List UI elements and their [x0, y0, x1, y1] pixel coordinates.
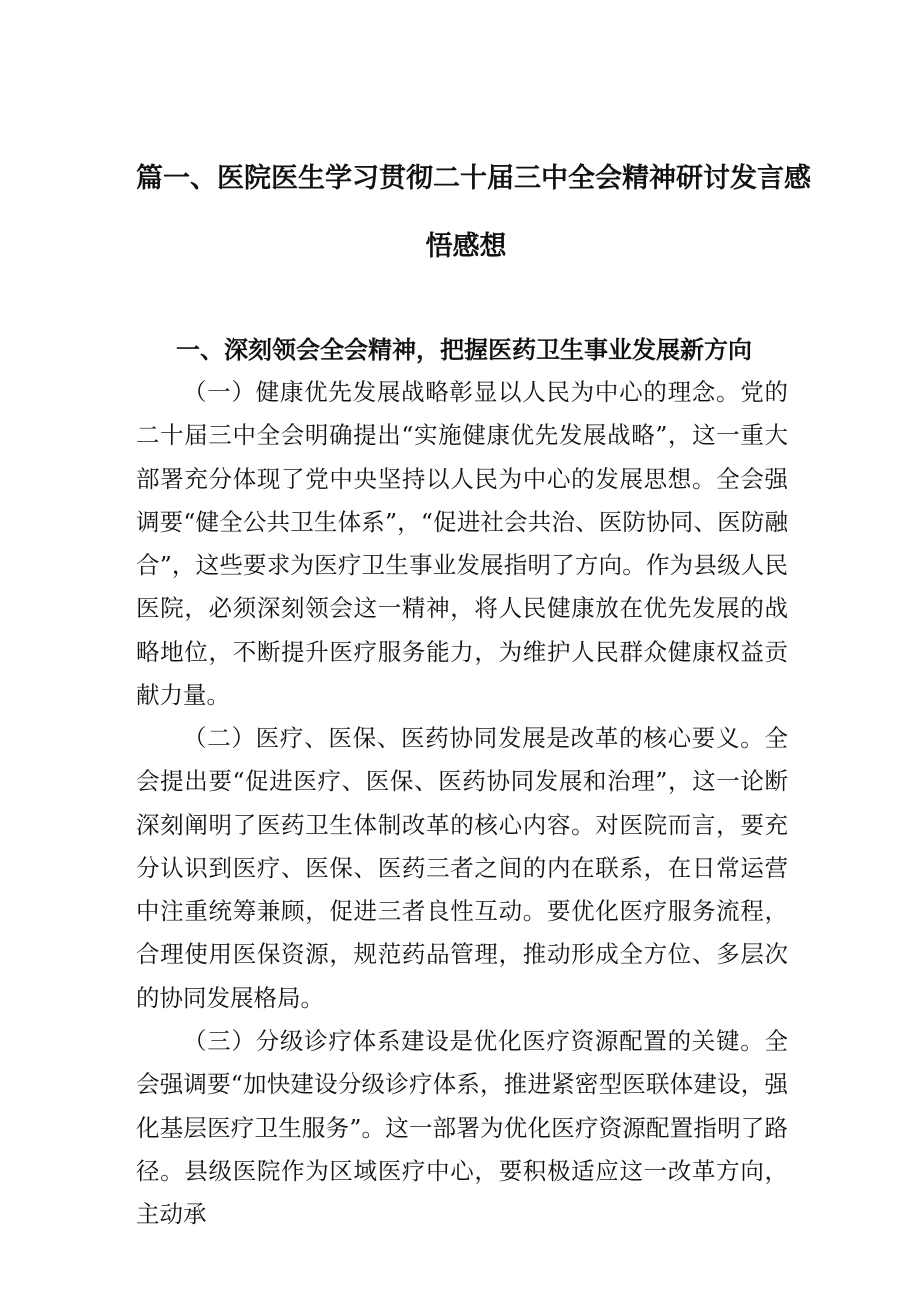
- paragraph-1: （一）健康优先发展战略彰显以人民为中心的理念。党的二十届三中全会明确提出“实施健康优先发展战略”，这一重大部署充分体现了党中央坚持以人民为中心的发展思想。全会强调要“健全公共卫生体系”，“促进社会共治、医防协同、医防融合”，这些要求为医疗卫生事业发展指明了方向。作为县级人民医院，必须深刻领会这一精神，将人民健康放在优先发展的战略地位，不断提升医疗服务能力，为维护人民群众健康权益贡献力量。: [136, 378, 788, 710]
- section-heading: 一、深刻领会全会精神，把握医药卫生事业发展新方向: [176, 336, 752, 364]
- document-title-line-2: 悟感想: [425, 231, 507, 262]
- document-title-line-1: 篇一、医院医生学习贯彻二十届三中全会精神研讨发言感: [136, 163, 811, 194]
- paragraph-3: （三）分级诊疗体系建设是优化医疗资源配置的关键。全会强调要“加快建设分级诊疗体系，推进紧密型医联体建设，强化基层医疗卫生服务”。这一部署为优化医疗资源配置指明了路径。县级医院作为区域医疗中心，要积极适应这一改革方向，主动承: [136, 1027, 788, 1229]
- paragraph-2: （二）医疗、医保、医药协同发展是改革的核心要义。全会提出要“促进医疗、医保、医药协同发展和治理”，这一论断深刻阐明了医药卫生体制改革的核心内容。对医院而言，要充分认识到医疗、医保、医药三者之间的内在联系，在日常运营中注重统筹兼顾，促进三者良性互动。要优化医疗服务流程，合理使用医保资源，规范药品管理，推动形成全方位、多层次的协同发展格局。: [136, 724, 788, 1012]
